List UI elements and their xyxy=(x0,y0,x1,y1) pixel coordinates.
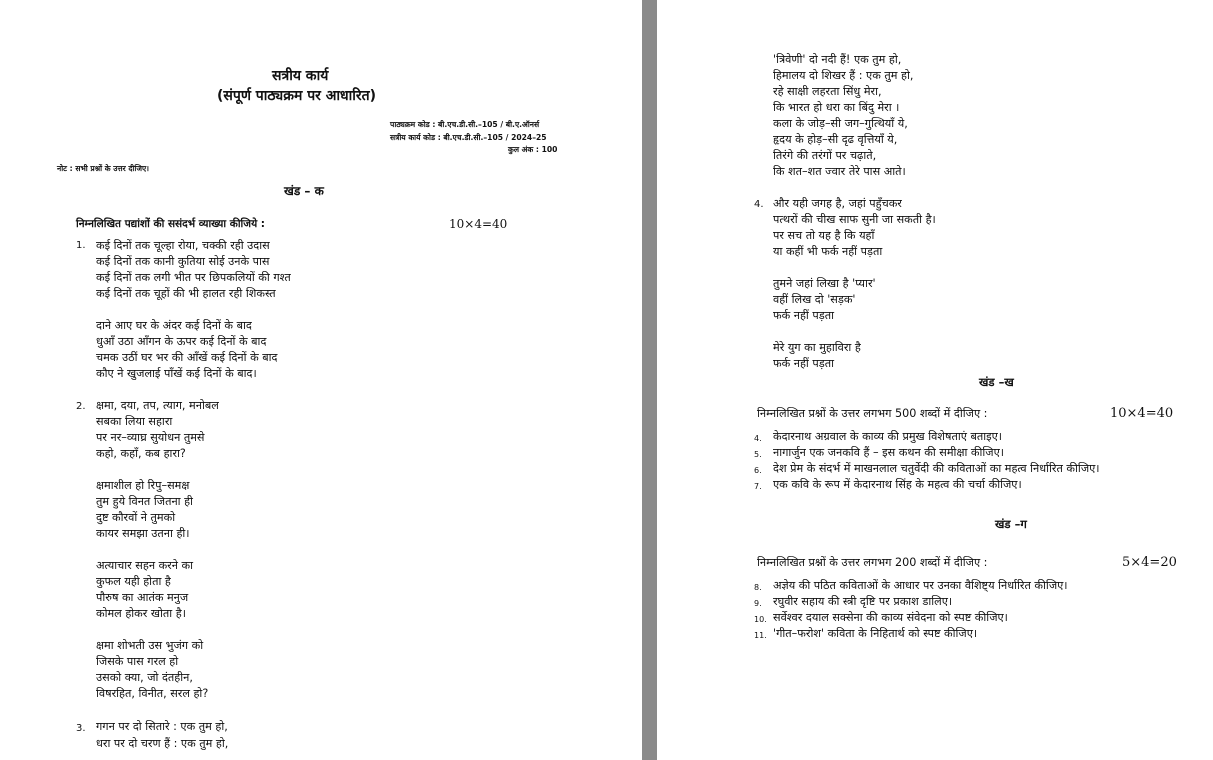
verse-line: पर सच तो यह है कि यहाँ xyxy=(773,229,875,242)
verse-line: अत्याचार सहन करने का xyxy=(96,559,194,572)
verse-line: कौए ने खुजलाई पाँखें कई दिनों के बाद। xyxy=(96,367,257,380)
question-number-4: 4. xyxy=(754,199,764,210)
section-heading-a: खंड – क xyxy=(284,184,324,198)
page-gap xyxy=(642,0,657,760)
total-marks: कुल अंक : 100 xyxy=(508,145,558,154)
verse-line: कला के जोड़–सी जग–गुत्थियाँ ये, xyxy=(773,117,908,130)
question-text: एक कवि के रूप में केदारनाथ सिंह के महत्व की चर्चा कीजिए। xyxy=(773,478,1022,491)
document-page-right xyxy=(657,0,1213,760)
verse-line: 'त्रिवेणी' दो नदी हैं! एक तुम हो, xyxy=(773,53,902,66)
verse-line: सबका लिया सहारा xyxy=(96,415,173,428)
section-heading-b: खंड –ख xyxy=(979,375,1014,389)
verse-line: जिसके पास गरल हो xyxy=(96,655,179,668)
verse-line: फर्क नहीं पड़ता xyxy=(773,309,834,322)
page-subtitle: (संपूर्ण पाठ्यक्रम पर आधारित) xyxy=(217,88,377,104)
verse-line: रहे साक्षी लहरता सिंधु मेरा, xyxy=(773,85,882,98)
verse-line: चमक उठीं घर भर की आँखें कई दिनों के बाद xyxy=(96,351,278,364)
verse-line: कायर समझा उतना ही। xyxy=(96,527,190,540)
verse-line: तुमने जहां लिखा है 'प्यार' xyxy=(773,277,876,290)
verse-line: कई दिनों तक कानी कुतिया सोई उनके पास xyxy=(96,255,270,268)
verse-line: विषरहित, विनीत, सरल हो? xyxy=(96,687,209,700)
question-number-2: 2. xyxy=(76,401,86,412)
question-number: 10. xyxy=(754,615,767,624)
verse-line: हृदय के होड़–सी दृढ वृत्तियाँ ये, xyxy=(773,133,898,146)
course-code: पाठ्यक्रम कोड : बी.एच.डी.सी.–105 / बी.ए.ऑनर्स xyxy=(390,120,540,129)
question-number: 7. xyxy=(754,482,762,491)
instruction-c: निम्नलिखित प्रश्नों के उत्तर लगभग 200 शब्दों में दीजिए : xyxy=(757,556,988,569)
verse-line: दाने आए घर के अंदर कई दिनों के बाद xyxy=(96,319,252,332)
verse-line: तुम हुये विनत जितना ही xyxy=(96,495,193,508)
question-number: 8. xyxy=(754,583,762,592)
assignment-code: सत्रीय कार्य कोड : बी.एच.डी.सी.–105 / 2024–25 xyxy=(390,133,547,142)
question-number: 5. xyxy=(754,450,762,459)
verse-line: मेरे युग का मुहाविरा है xyxy=(773,341,861,354)
verse-line: कई दिनों तक चूहों की भी हालत रही शिकस्त xyxy=(96,287,276,300)
question-text: अज्ञेय की पठित कविताओं के आधार पर उनका वैशिष्ट्य निर्धारित कीजिए। xyxy=(773,579,1068,592)
verse-line: हिमालय दो शिखर हैं : एक तुम हो, xyxy=(773,69,914,82)
instruction-a: निम्नलिखित पद्यांशों की ससंदर्भ व्याख्या कीजिये : xyxy=(76,218,266,230)
verse-line: फर्क नहीं पड़ता xyxy=(773,357,834,370)
question-number-3: 3. xyxy=(76,723,86,734)
note: नोट : सभी प्रश्नों के उत्तर दीजिए। xyxy=(57,164,150,173)
instruction-b: निम्नलिखित प्रश्नों के उत्तर लगभग 500 शब्दों में दीजिए : xyxy=(757,407,988,420)
question-text: सर्वेश्वर दयाल सक्सेना की काव्य संवेदना को स्पष्ट कीजिए। xyxy=(773,611,1008,624)
verse-line: वहीं लिख दो 'सड़क' xyxy=(773,293,856,306)
marks-b: 10×4=40 xyxy=(1110,406,1174,421)
verse-line: क्षमाशील हो रिपु–समक्ष xyxy=(96,479,190,492)
verse-line: दुष्ट कौरवों ने तुमको xyxy=(96,511,176,524)
question-number: 11. xyxy=(754,631,767,640)
verse-line: क्षमा, दया, तप, त्याग, मनोबल xyxy=(96,399,219,412)
question-number-1: 1. xyxy=(76,240,86,251)
marks-a: 10×4=40 xyxy=(449,217,508,231)
question-text: रघुवीर सहाय की स्त्री दृष्टि पर प्रकाश डालिए। xyxy=(773,595,953,608)
question-number: 9. xyxy=(754,599,762,608)
verse-line: धुआँ उठा आँगन के ऊपर कई दिनों के बाद xyxy=(96,335,267,348)
question-number: 4. xyxy=(754,434,762,443)
question-number: 6. xyxy=(754,466,762,475)
verse-line: कुफल यही होता है xyxy=(96,575,171,588)
page-title: सत्रीय कार्य xyxy=(272,68,329,84)
question-text: देश प्रेम के संदर्भ में माखनलाल चतुर्वेदी की कविताओं का महत्व निर्धारित कीजिए। xyxy=(773,462,1100,475)
verse-line: तिरंगे की तरंगों पर चढ़ाते, xyxy=(773,149,877,162)
section-heading-c: खंड –ग xyxy=(995,517,1027,531)
question-text: 'गीत–फरोश' कविता के निहितार्थ को स्पष्ट कीजिए। xyxy=(773,627,978,640)
verse-line: कोमल होकर खोता है। xyxy=(96,607,186,620)
verse-line: पत्थरों की चीख साफ सुनी जा सकती है। xyxy=(773,213,936,226)
verse-line: कई दिनों तक लगी भीत पर छिपकलियों की गश्त xyxy=(96,271,291,284)
question-text: नागार्जुन एक जनकवि हैं – इस कथन की समीक्षा कीजिए। xyxy=(773,446,1005,459)
verse-line: कि शत–शत ज्वार तेरे पास आते। xyxy=(773,165,906,178)
verse-line: गगन पर दो सितारे : एक तुम हो, xyxy=(96,720,228,733)
verse-line: कई दिनों तक चूल्हा रोया, चक्की रही उदास xyxy=(96,239,270,252)
marks-c: 5×4=20 xyxy=(1122,555,1177,570)
verse-line: पौरुष का आतंक मनुज xyxy=(96,591,189,604)
verse-line: या कहीं भी फर्क नहीं पड़ता xyxy=(773,245,883,258)
verse-line: क्षमा शोभती उस भुजंग को xyxy=(96,639,204,652)
verse-line: धरा पर दो चरण हैं : एक तुम हो, xyxy=(96,737,229,750)
verse-line: कहो, कहाँ, कब हारा? xyxy=(96,447,186,460)
verse-line: पर नर–व्याघ्र सुयोधन तुमसे xyxy=(96,431,205,444)
question-text: केदारनाथ अग्रवाल के काव्य की प्रमुख विशेषताएं बताइए। xyxy=(773,430,1003,443)
verse-line: और यही जगह है, जहां पहुँचकर xyxy=(773,197,902,210)
verse-line: उसको क्या, जो दंतहीन, xyxy=(96,671,193,684)
verse-line: कि भारत हो धरा का बिंदु मेरा । xyxy=(773,101,900,114)
